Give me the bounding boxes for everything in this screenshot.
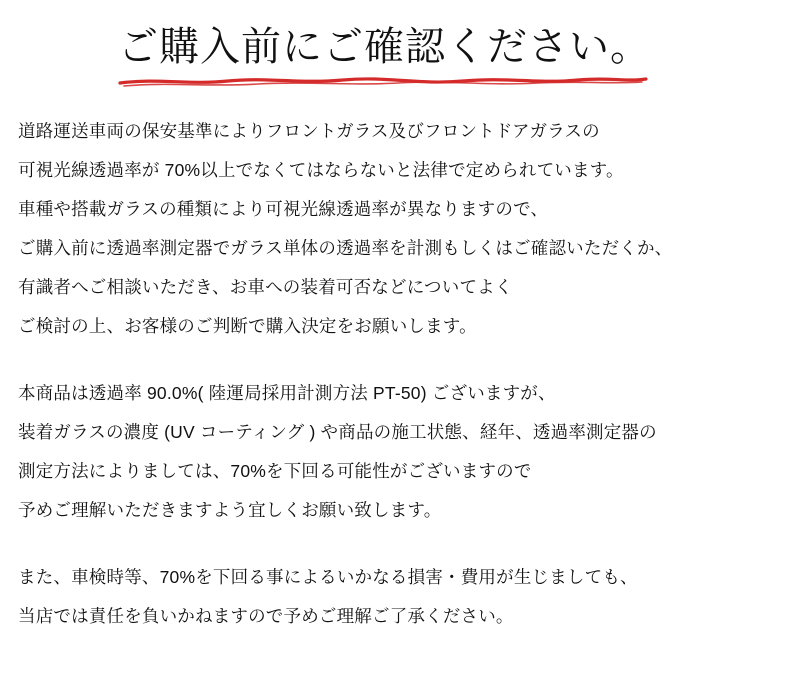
text-line: また、車検時等、70%を下回る事によるいかなる損害・費用が生じましても、 [18,567,638,587]
paragraph-product-spec [18,374,800,530]
text-line: 当店では責任を負いかねますので予めご理解ご了承ください。 [18,606,514,626]
text-line: 有識者へご相談いただき、お車への装着可否などについてよく [18,277,513,297]
text-line: 測定方法によりましては、70%を下回る可能性がございますので [18,461,532,481]
text-line: 車種や搭載ガラスの種類により可視光線透過率が異なりますので、 [18,199,549,219]
text-line: 装着ガラスの濃度 (UV コーティング ) や商品の施工状態、経年、透過率測定器の [18,422,657,442]
text-line: ご購入前に透過率測定器でガラス単体の透過率を計測もしくはご確認いただくか、 [18,238,673,258]
text-line: 予めご理解いただきますよう宜しくお願い致します。 [18,500,442,520]
text-line: ご検討の上、お客様のご判断で購入決定をお願いします。 [18,316,477,336]
notice-body [0,112,800,636]
paragraph-legal-requirement [18,112,800,346]
page-title-area [0,0,800,72]
text-line: 可視光線透過率が 70%以上でなくてはならないと法律で定められています。 [18,160,624,180]
page-title: ご購入前にご確認ください。 [118,25,651,69]
heading-underline-icon [118,74,648,88]
paragraph-liability [18,558,800,636]
text-line: 道路運送車両の保安基準によりフロントガラス及びフロントドアガラスの [18,121,600,141]
text-line: 本商品は透過率 90.0%( 陸運局採用計測方法 PT-50) ございますが、 [18,383,556,403]
